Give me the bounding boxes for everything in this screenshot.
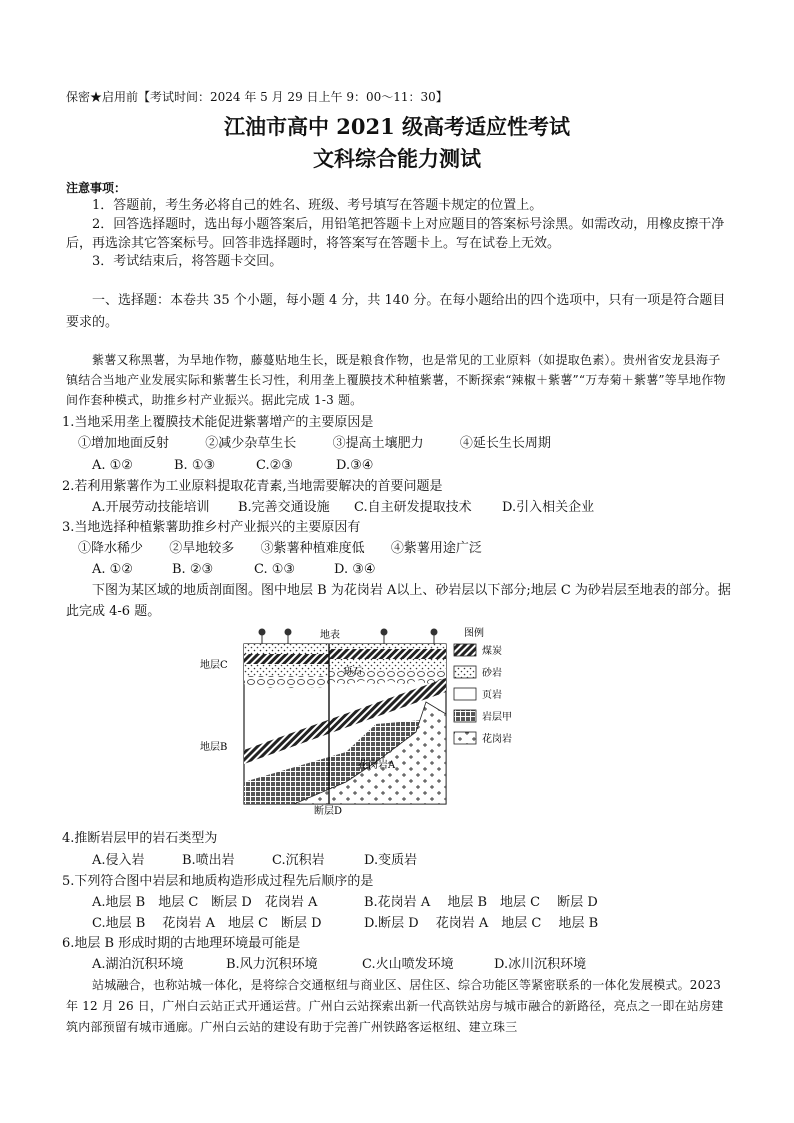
question-3-options — [92, 561, 376, 579]
question-1-stem: 1.当地采用垄上覆膜技术能促进紫薯增产的主要原因是 — [62, 415, 374, 430]
note-item-2: 2．回答选择题时，选出每小题答案后，用铅笔把答题卡上对应题目的答案标号涂黑。如需改动，用橡皮擦干净后，再选涂其它答案标号。回答非选择题时，将答案写在答题卡上。写在试卷上无效。 — [66, 217, 725, 251]
figure-granite-a-label: 花岗岩A — [358, 760, 396, 771]
q6-option-b: B.风力沉积环境 — [226, 957, 318, 972]
tree-icon — [259, 629, 437, 644]
question-1-options — [92, 457, 373, 475]
question-1-items — [78, 435, 551, 453]
coal-layer-right — [329, 649, 446, 659]
figure-pebble-label: 砾石 — [344, 667, 363, 677]
coal-layer-left — [244, 654, 329, 664]
passage-1: 紫薯又称黑薯，为旱地作物，藤蔓贴地生长，既是粮食作物，也是常见的工业原料（如提取色素）。贵州省安龙县海子镇结合当地产业发展实际和紫薯生长习性，利用垄上覆膜技术种植紫薯，不断探索“辣椒＋紫薯”“万寿菊＋紫薯”等旱地作物间作套种模式，助推乡村产业振兴。据此完成 1-3 题。 — [66, 353, 726, 407]
question-5-options-row2 — [92, 915, 598, 933]
q2-option-c: C.自主研发提取技术 — [354, 500, 472, 515]
legend-sandstone-swatch — [454, 666, 476, 678]
q6-option-a: A.湖泊沉积环境 — [92, 957, 184, 972]
exam-title: 江油市高中 2021 级高考适应性考试 — [223, 114, 571, 139]
question-4-stem: 4.推断岩层甲的岩石类型为 — [62, 831, 218, 846]
q3-item: ②旱地较多 — [169, 541, 235, 556]
q1-option-d: D.③④ — [336, 458, 374, 473]
q6-option-c: C.火山喷发环境 — [362, 957, 454, 972]
q2-option-a: A.开展劳动技能培训 — [92, 500, 210, 515]
geology-cross-section-figure — [196, 622, 556, 818]
question-2-options — [92, 499, 594, 517]
q3-item: ④紫薯用途广泛 — [390, 541, 482, 556]
q1-option-b: B. ①③ — [174, 458, 216, 473]
q5-option-d: D.断层 D 花岗岩 A 地层 C 地层 B — [364, 916, 599, 931]
exam-subtitle: 文科综合能力测试 — [313, 146, 481, 171]
q1-option-a: A. ①② — [92, 458, 133, 473]
section-intro: 一、选择题：本卷共 35 个小题，每小题 4 分，共 140 分。在每小题给出的四个选项中，只有一项是符合题目要求的。 — [66, 293, 726, 330]
note-item-1: 1．答题前，考生务必将自己的姓名、班级、考号填写在答题卡规定的位置上。 — [92, 198, 543, 213]
legend-sandstone-label: 砂岩 — [482, 668, 502, 679]
legend-rock-jia-label: 岩层甲 — [482, 712, 512, 723]
exam-secret-line: 保密★启用前【考试时间：2024 年 5 月 29 日上午 9：00～11：30】 — [66, 90, 448, 104]
q1-item: ④延长生长周期 — [459, 436, 551, 451]
q4-option-a: A.侵入岩 — [92, 853, 145, 868]
q4-option-d: D.变质岩 — [364, 853, 418, 868]
note-item-3: 3．考试结束后，将答题卡交回。 — [92, 254, 283, 269]
passage-3: 站城融合，也称站城一体化，是将综合交通枢纽与商业区、居住区、综合功能区等紧密联系的一体化发展模式。2023 年 12 月 26 日，广州白云站正式开通运营。广州白云站探索出新一代高铁站房与城市融合的新路径，亮点之一即在站房建筑内部预留有城市通廊。广州白云站的建设有助于完善广州铁路客运枢纽、建立珠三 — [66, 978, 724, 1034]
q1-item: ①增加地面反射 — [78, 436, 170, 451]
question-3-items — [78, 540, 482, 558]
legend-granite-label: 花岗岩 — [482, 734, 512, 745]
q4-option-c: C.沉积岩 — [272, 853, 325, 868]
legend-shale-swatch — [454, 688, 476, 700]
q5-option-a: A.地层 B 地层 C 断层 D 花岗岩 A — [92, 895, 318, 910]
figure-layer-c-label: 地层C — [200, 660, 228, 671]
q3-option-b: B. ②③ — [172, 562, 214, 577]
legend-shale-label: 页岩 — [482, 690, 502, 701]
legend-rock-jia-swatch — [454, 710, 476, 722]
legend-coal-swatch — [454, 644, 476, 656]
figure-fault-d-label: 断层D — [314, 806, 343, 817]
question-6-stem: 6.地层 B 形成时期的古地理环境最可能是 — [62, 936, 301, 951]
question-5-options-row1 — [92, 894, 598, 912]
q2-option-b: B.完善交通设施 — [238, 500, 330, 515]
q1-item: ③提高土壤肥力 — [332, 436, 424, 451]
question-5-stem: 5.下列符合图中岩层和地质构造形成过程先后顺序的是 — [62, 874, 374, 889]
legend-coal-label: 煤炭 — [482, 646, 502, 657]
q1-item: ②减少杂草生长 — [205, 436, 297, 451]
q5-option-c: C.地层 B 花岗岩 A 地层 C 断层 D — [92, 916, 322, 931]
q3-item: ③紫薯种植难度低 — [260, 541, 365, 556]
q1-option-c: C.②③ — [256, 458, 293, 473]
q3-option-d: D. ③④ — [334, 562, 376, 577]
question-6-options — [92, 956, 586, 974]
passage-2: 下图为某区域的地质剖面图。图中地层 B 为花岗岩 A以上、砂岩层以下部分;地层 C 为砂岩层至地表的部分。据此完成 4-6 题。 — [66, 583, 731, 619]
question-2-stem: 2.若利用紫薯作为工业原料提取花青素,当地需要解决的首要问题是 — [62, 479, 443, 494]
q3-option-a: A. ①② — [92, 562, 133, 577]
q2-option-d: D.引入相关企业 — [502, 500, 595, 515]
q5-option-b: B.花岗岩 A 地层 B 地层 C 断层 D — [364, 895, 598, 910]
legend-granite-swatch — [454, 732, 476, 744]
q6-option-d: D.冰川沉积环境 — [494, 957, 587, 972]
notes-heading: 注意事项： — [66, 181, 127, 195]
question-4-options — [92, 852, 417, 870]
figure-layer-b-label: 地层B — [200, 742, 228, 753]
q4-option-b: B.喷出岩 — [182, 853, 235, 868]
legend-title: 图例 — [464, 628, 484, 639]
question-3-stem: 3.当地选择种植紫薯助推乡村产业振兴的主要原因有 — [62, 520, 361, 535]
q3-item: ①降水稀少 — [78, 541, 144, 556]
q3-option-c: C. ①③ — [254, 562, 296, 577]
figure-surface-label: 地表 — [320, 630, 340, 641]
